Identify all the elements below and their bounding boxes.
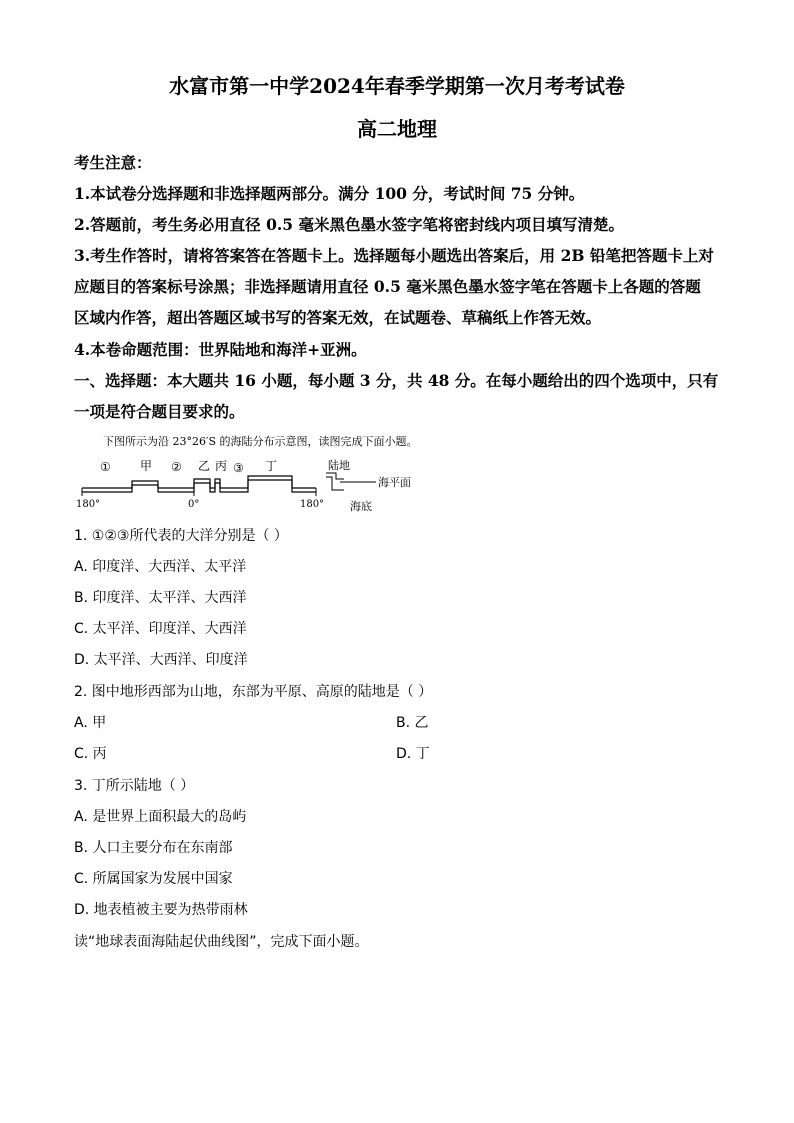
notice-item-3-line3: 区域内作答，超出答题区域书写的答案无效，在试题卷、草稿纸上作答无效。: [74, 308, 602, 327]
section-heading-line1: 一、选择题：本大题共 16 小题，每小题 3 分，共 48 分。在每小题给出的四个选项中，只有: [74, 371, 719, 390]
legend-land-line: [326, 473, 344, 479]
profile-upper-line: [82, 476, 316, 488]
label-0-degree: 0°: [188, 499, 200, 510]
land-sea-profile-diagram: [74, 455, 424, 517]
question-2-option-a: A. 甲: [74, 715, 107, 731]
question-1-option-c: C. 太平洋、印度洋、大西洋: [74, 621, 247, 637]
question-3-option-d: D. 地表植被主要为热带雨林: [74, 902, 248, 918]
label-ding: 丁: [265, 459, 278, 473]
next-group-intro: 读“地球表面海陆起伏曲线图”，完成下面小题。: [74, 934, 369, 950]
label-180-west: 180°: [76, 499, 101, 510]
question-2-option-c: C. 丙: [74, 746, 107, 762]
question-1-option-a: A. 印度洋、大西洋、太平洋: [74, 559, 247, 575]
question-1-stem: 1. ①②③所代表的大洋分别是（ ）: [74, 528, 288, 544]
label-yi: 乙: [198, 459, 211, 473]
figure-caption: 下图所示为沿 23°26′S 的海陆分布示意图，读图完成下面小题。: [103, 435, 418, 448]
question-2-option-b: B. 乙: [396, 715, 429, 731]
exam-title: 水富市第一中学2024年春季学期第一次月考考试卷: [169, 74, 625, 98]
question-3-stem: 3. 丁所示陆地（ ）: [74, 778, 195, 794]
notice-item-4: 4.本卷命题范围：世界陆地和海洋+亚洲。: [74, 340, 367, 359]
label-ocean-3: ③: [233, 461, 244, 475]
question-3-option-b: B. 人口主要分布在东南部: [74, 840, 233, 856]
label-jia: 甲: [140, 459, 153, 473]
legend-seabed-label: 海底: [350, 500, 372, 513]
notice-item-3-line1: 3.考生作答时，请将答案答在答题卡上。选择题每小题选出答案后，用 2B 铅笔把答题卡上对: [74, 246, 714, 265]
question-2-option-d: D. 丁: [396, 746, 430, 762]
notice-item-3-line2: 应题目的答案标号涂黑；非选择题请用直径 0.5 毫米黑色墨水签字笔在答题卡上各题的答题: [74, 277, 701, 296]
legend-land-label: 陆地: [328, 459, 350, 472]
notice-heading: 考生注意：: [74, 153, 152, 172]
notice-item-1: 1.本试卷分选择题和非选择题两部分。满分 100 分，考试时间 75 分钟。: [74, 184, 585, 203]
exam-subject: 高二地理: [357, 117, 437, 141]
section-heading-line2: 一项是符合题目要求的。: [74, 402, 245, 421]
label-180-east: 180°: [300, 499, 325, 510]
question-3-option-a: A. 是世界上面积最大的岛屿: [74, 809, 247, 825]
label-ocean-1: ①: [100, 460, 111, 474]
notice-item-2: 2.答题前，考生务必用直径 0.5 毫米黑色墨水签字笔将密封线内项目填写清楚。: [74, 215, 624, 234]
question-2-stem: 2. 图中地形西部为山地，东部为平原、高原的陆地是（ ）: [74, 684, 433, 700]
label-bing: 丙: [215, 459, 228, 473]
question-1-option-b: B. 印度洋、太平洋、大西洋: [74, 590, 247, 606]
question-1-option-d: D. 太平洋、大西洋、印度洋: [74, 652, 248, 668]
profile-lower-line: [82, 480, 316, 492]
legend-sea-level-label: 海平面: [378, 476, 411, 489]
question-3-option-c: C. 所属国家为发展中国家: [74, 871, 233, 887]
label-ocean-2: ②: [171, 460, 182, 474]
